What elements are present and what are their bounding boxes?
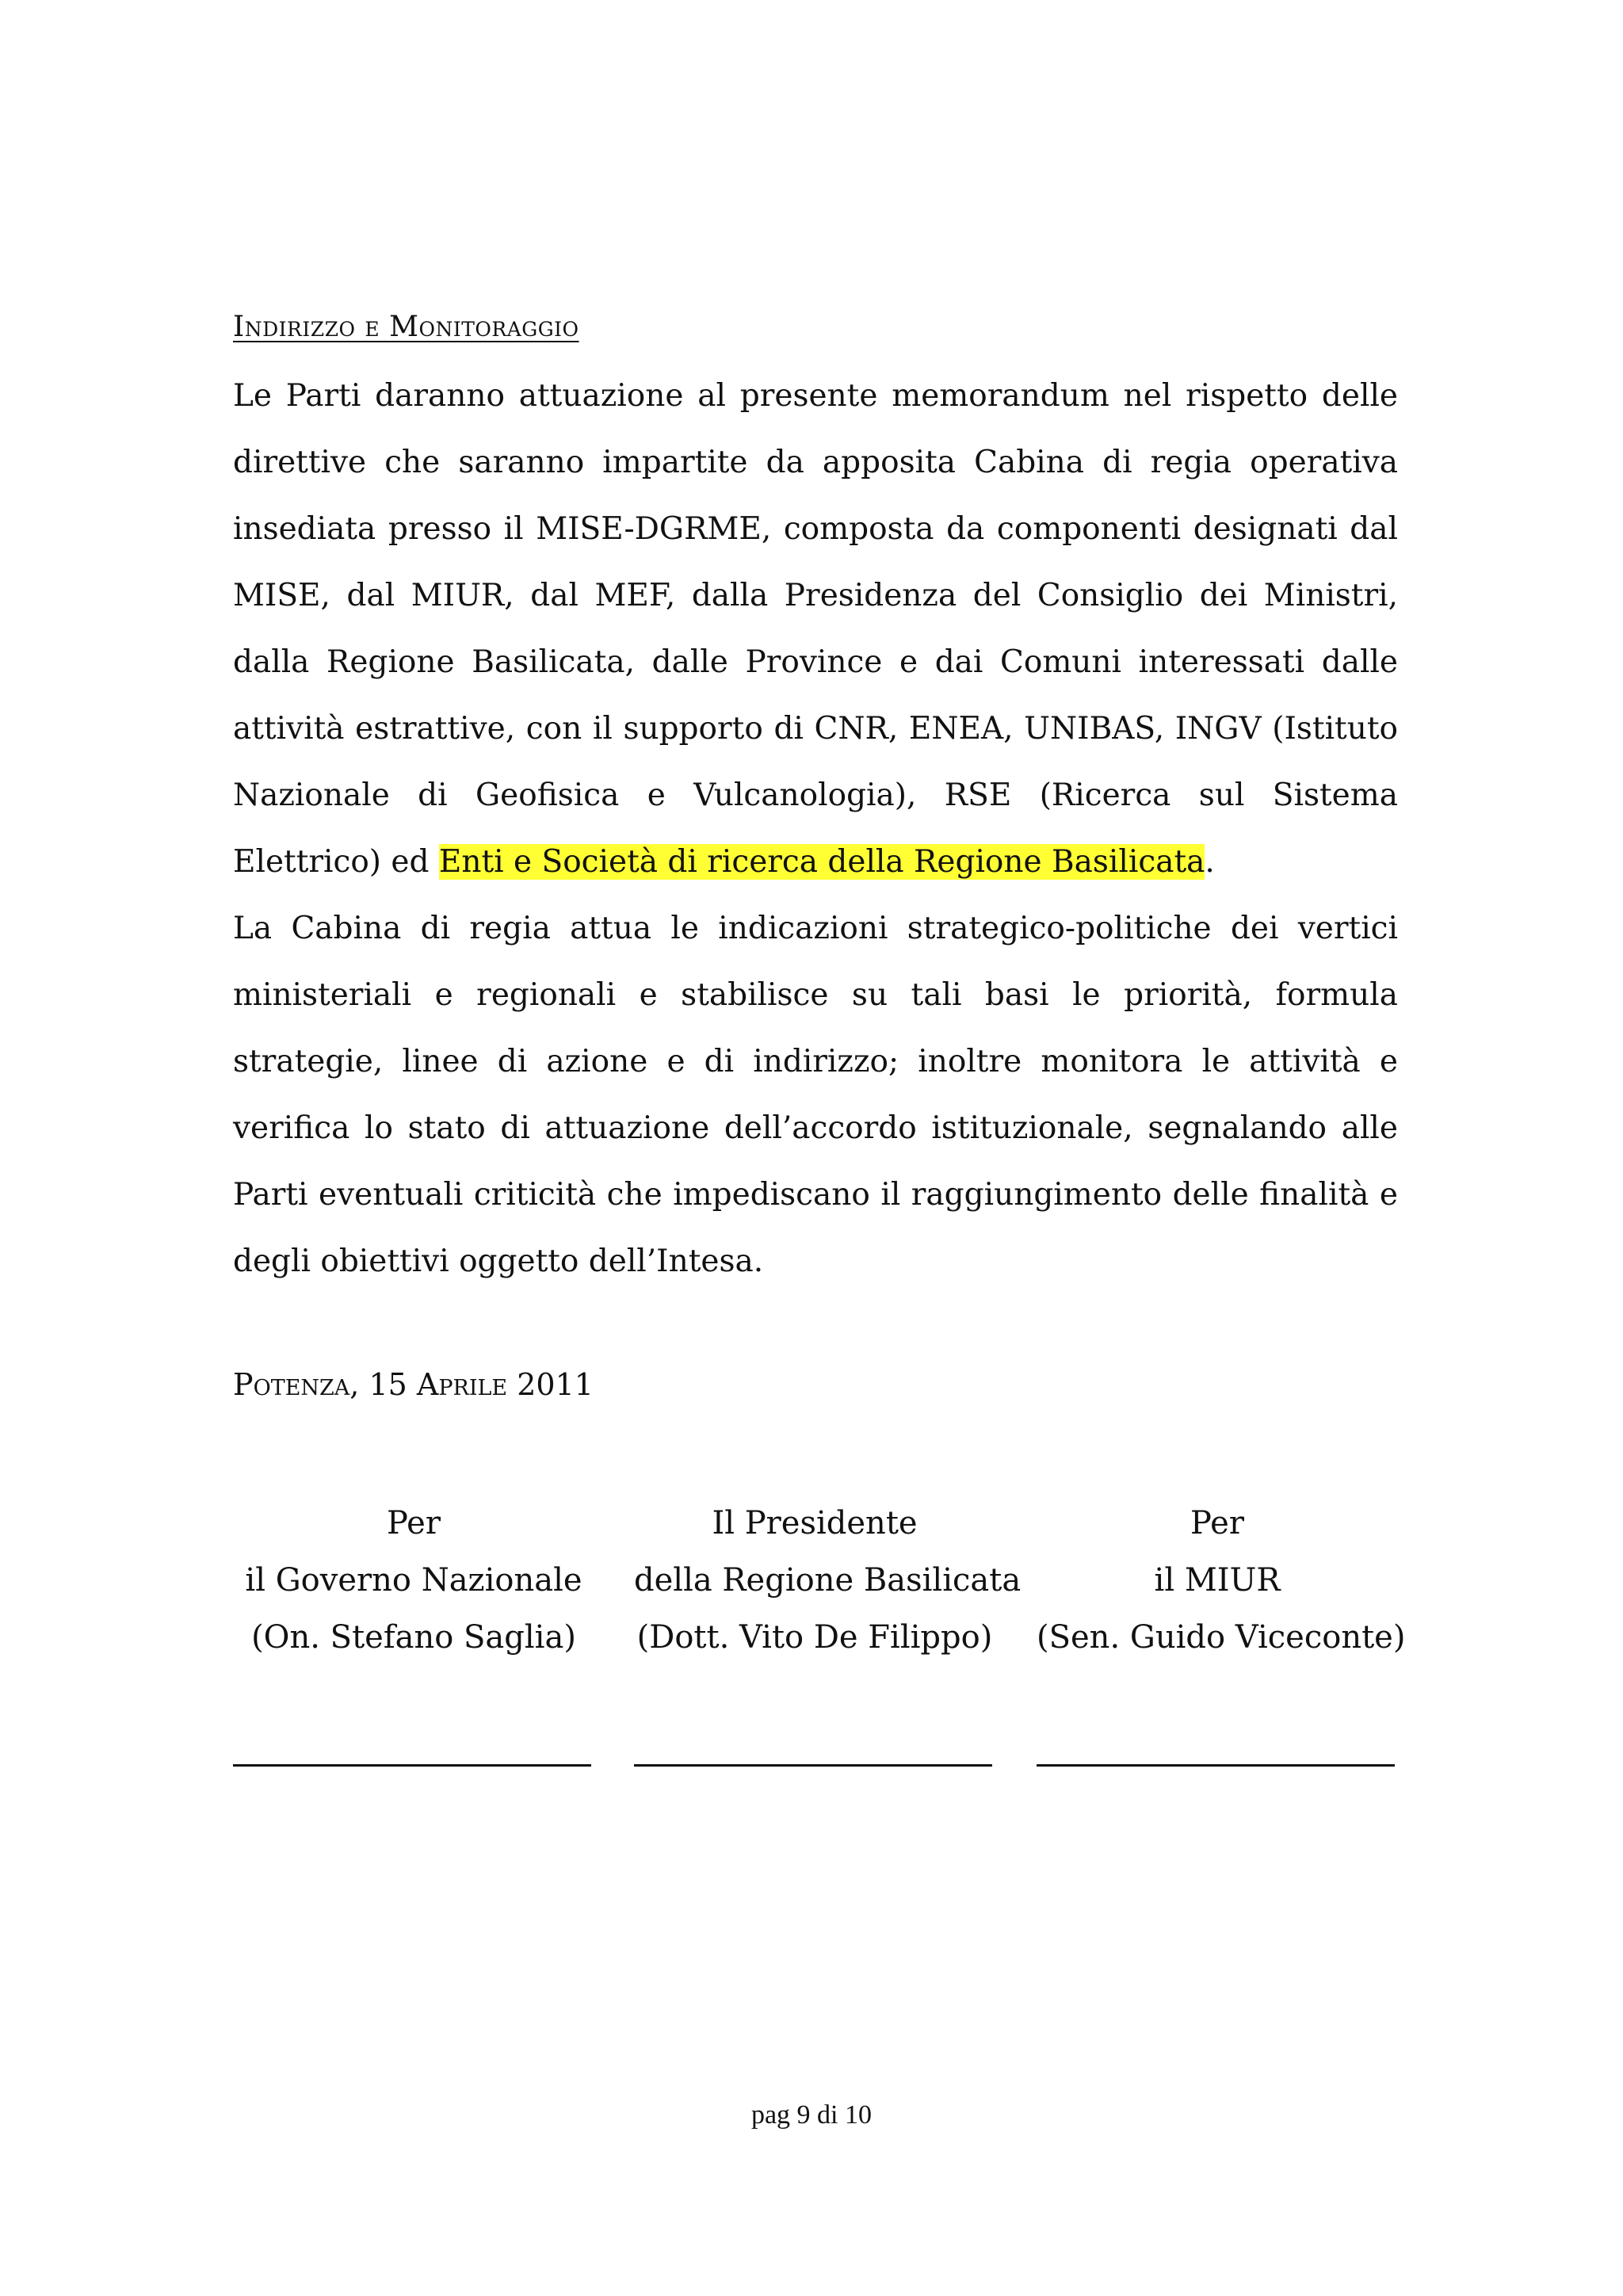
signature-line-regione [634, 1764, 992, 1767]
highlighted-text: Enti e Società di ricerca della Regione Basilicata [438, 844, 1205, 880]
section-heading: Indirizzo e Monitoraggio [233, 311, 579, 343]
place-date: Potenza, 15 Aprile 2011 [233, 1367, 594, 1402]
page-number: pag 9 di 10 [750, 2100, 873, 2130]
signatory-entity: della Regione Basilicata [634, 1562, 1022, 1599]
signature-line-miur [1037, 1764, 1395, 1767]
signatory-role: Per [1190, 1505, 1244, 1541]
signatory-entity: il MIUR [1154, 1562, 1281, 1599]
paragraph-end: . [1205, 844, 1215, 880]
signatory-role: Il Presidente [712, 1505, 918, 1541]
signatory-name: (On. Stefano Saglia) [251, 1619, 576, 1656]
signatory-role: Per [387, 1505, 441, 1541]
paragraph-indirizzo [233, 363, 1398, 896]
signatory-governo [233, 1495, 594, 1666]
paragraph-text: Le Parti daranno attuazione al presente memorandum nel rispetto delle direttive che saranno impartite da apposita Cabina di regia operativa insediata presso il MISE-DGRME, composta da componenti designati dal MISE, dal MIUR, dal MEF, dalla Presidenza del Consiglio dei Ministri, dalla Regione Basilicata, dalle Province e dai Comuni interessati dalle attività estrattive, con il supporto di CNR, ENEA, UNIBAS, INGV (Istituto Nazionale di Geofisica e Vulcanologia), RSE (Ricerca sul Sistema Elettrico) ed [233, 378, 1398, 880]
signatory-miur [1037, 1495, 1406, 1666]
signatory-name: (Dott. Vito De Filippo) [636, 1619, 993, 1656]
signatory-name: (Sen. Guido Viceconte) [1037, 1619, 1406, 1656]
signature-line-governo [233, 1764, 591, 1767]
signatory-regione [634, 1495, 1022, 1666]
signatory-entity: il Governo Nazionale [245, 1562, 582, 1599]
paragraph-cabina-di-regia: La Cabina di regia attua le indicazioni strategico-politiche dei vertici ministeriali e regionali e stabilisce su tali basi le priorità, formula strategie, linee di azione e di indirizzo; inoltre monitora le attività e verifica lo stato di attuazione dell’accordo istituzionale, segnalando alle Parti eventuali criticità che impediscano il raggiungimento delle finalità e degli obiettivi oggetto dell’Intesa. [233, 911, 1398, 1279]
